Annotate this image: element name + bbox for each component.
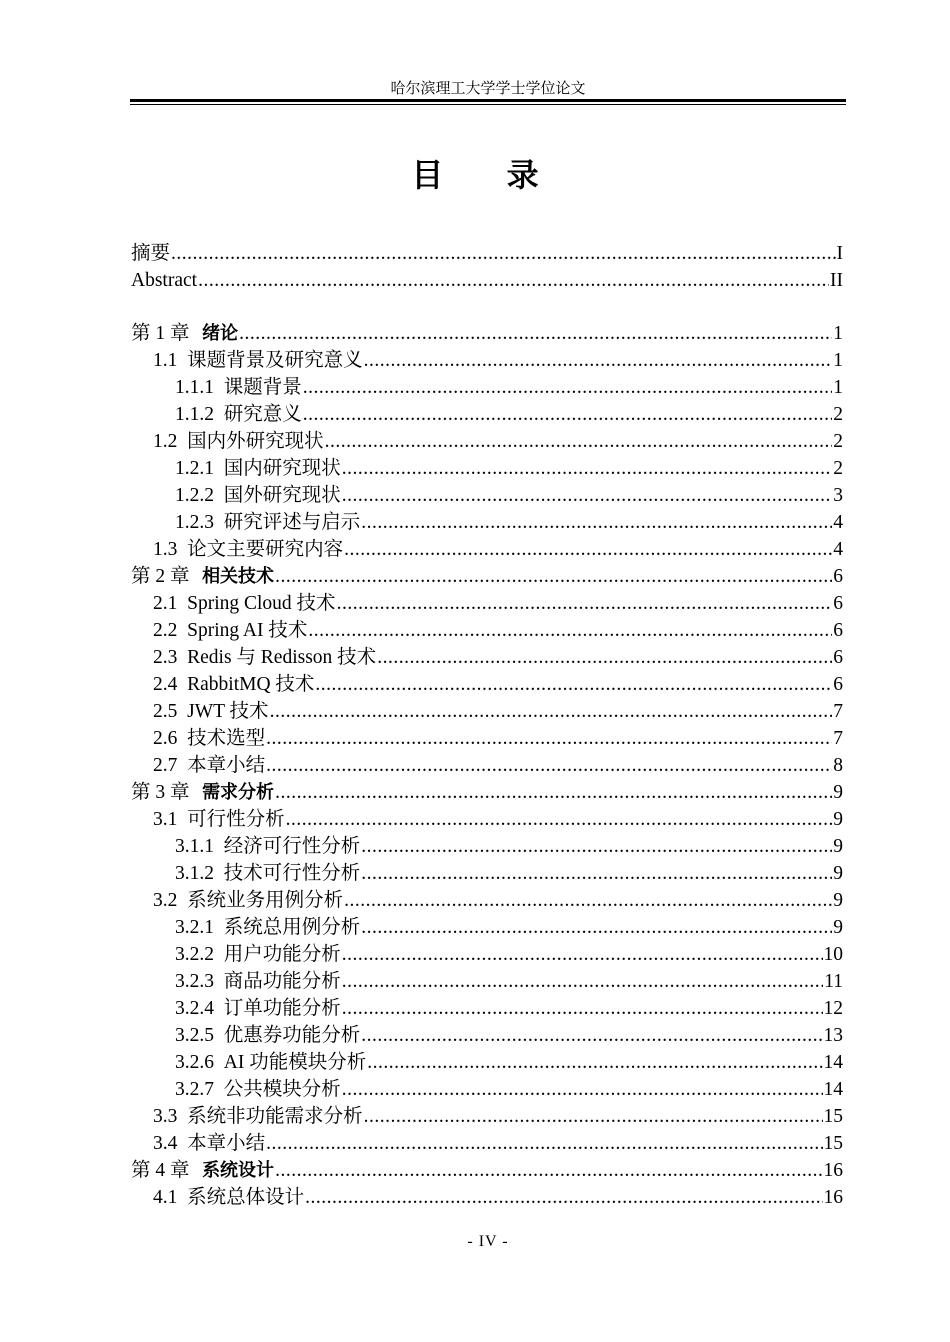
toc-entry-number: 1.2.3 <box>175 512 214 533</box>
toc-entry-page: 12 <box>823 998 843 1019</box>
toc-entry-label <box>175 860 360 887</box>
dot-leader <box>367 1049 822 1076</box>
toc-entry-number: 1.2.1 <box>175 458 214 479</box>
toc-entry-page: 1 <box>833 323 843 344</box>
toc-entry-number: 3.1 <box>153 809 178 830</box>
toc-entry-page: 4 <box>833 512 843 533</box>
toc-entry-label <box>153 347 363 374</box>
toc-entry-page: 16 <box>823 1160 843 1181</box>
toc-entry[interactable] <box>131 563 843 590</box>
toc-entry[interactable] <box>131 806 843 833</box>
toc-entry-title: Redis 与 Redisson 技术 <box>187 647 377 668</box>
toc-entry-label <box>175 1076 341 1103</box>
toc-entry-title: Spring Cloud 技术 <box>187 593 336 614</box>
toc-entry-page: 9 <box>833 890 843 911</box>
toc-entry-title: 用户功能分析 <box>223 944 341 965</box>
dot-leader <box>270 698 833 725</box>
toc-entry-title: Abstract <box>131 270 198 291</box>
toc-entry-page: 14 <box>823 1079 843 1100</box>
toc-entry[interactable] <box>131 617 843 644</box>
toc-entry-label <box>153 887 343 914</box>
toc-entry-page: 15 <box>823 1106 843 1127</box>
toc-entry-number: 3.3 <box>153 1106 178 1127</box>
toc-entry-page: 2 <box>833 431 843 452</box>
dot-leader <box>303 374 832 401</box>
toc-entry-number: 3.2.5 <box>175 1025 214 1046</box>
front-matter-list <box>131 240 843 294</box>
dot-leader <box>364 347 833 374</box>
table-of-contents <box>131 240 843 1211</box>
dot-leader <box>266 752 832 779</box>
toc-entry-label <box>175 482 341 509</box>
toc-entry[interactable] <box>131 509 843 536</box>
dot-leader <box>171 240 835 267</box>
toc-entry[interactable] <box>131 833 843 860</box>
toc-entry[interactable] <box>131 1130 843 1157</box>
toc-entry-title: 本章小结 <box>187 1133 266 1154</box>
toc-entry-title: 国内研究现状 <box>223 458 341 479</box>
toc-entry-label <box>175 455 341 482</box>
toc-entry-label <box>153 1103 363 1130</box>
toc-entry-page: 9 <box>833 836 843 857</box>
toc-entry[interactable] <box>131 455 843 482</box>
toc-entry-title: 需求分析 <box>202 782 275 803</box>
toc-entry[interactable] <box>131 860 843 887</box>
toc-entry-title: 论文主要研究内容 <box>187 539 344 560</box>
toc-entry-page: 8 <box>833 755 843 776</box>
toc-entry-number: 2.2 <box>153 620 178 641</box>
toc-entry-label <box>175 914 360 941</box>
toc-entry-number: 3.1.1 <box>175 836 214 857</box>
toc-entry[interactable] <box>131 968 843 995</box>
toc-entry-number: 1.2 <box>153 431 178 452</box>
toc-entry-page: I <box>836 243 843 264</box>
toc-entry-label <box>175 1049 366 1076</box>
toc-entry-page: 7 <box>833 728 843 749</box>
toc-entry-title: 技术选型 <box>187 728 266 749</box>
toc-entry[interactable] <box>131 1022 843 1049</box>
toc-entry-title: Spring AI 技术 <box>187 620 308 641</box>
toc-entry[interactable] <box>131 887 843 914</box>
dot-leader <box>275 1157 822 1184</box>
dot-leader <box>275 779 832 806</box>
dot-leader <box>364 1103 823 1130</box>
dot-leader <box>361 833 832 860</box>
dot-leader <box>361 914 832 941</box>
toc-entry-label <box>153 1130 265 1157</box>
page-number: - IV - <box>467 1233 509 1250</box>
toc-entry-title: AI 功能模块分析 <box>223 1052 367 1073</box>
toc-entry[interactable] <box>131 1076 843 1103</box>
toc-entry-label <box>175 968 341 995</box>
toc-entry-title: 课题背景 <box>223 377 302 398</box>
toc-entry-page: 6 <box>833 620 843 641</box>
dot-leader <box>361 509 832 536</box>
dot-leader <box>239 320 832 347</box>
toc-entry-number: 3.2.3 <box>175 971 214 992</box>
dot-leader <box>198 267 829 294</box>
toc-entries-list <box>131 320 843 1211</box>
toc-entry-label <box>153 806 285 833</box>
dot-leader <box>266 725 832 752</box>
dot-leader <box>308 617 832 644</box>
toc-title: 目 录 <box>411 156 565 194</box>
toc-entry-label <box>131 779 274 806</box>
toc-entry-number: 3.2.2 <box>175 944 214 965</box>
toc-entry-title: 相关技术 <box>202 566 275 587</box>
dot-leader <box>342 941 823 968</box>
toc-entry-title: 订单功能分析 <box>223 998 341 1019</box>
toc-entry-label <box>175 401 302 428</box>
toc-entry-title: 绪论 <box>202 323 239 344</box>
toc-entry-number: 1.3 <box>153 539 178 560</box>
header-rule-thick <box>130 99 846 102</box>
toc-entry-title: 可行性分析 <box>187 809 285 830</box>
running-header: 哈尔滨理工大学学士学位论文 <box>390 81 586 97</box>
toc-entry-page: 2 <box>833 404 843 425</box>
toc-entry[interactable] <box>131 698 843 725</box>
toc-entry-page: 4 <box>833 539 843 560</box>
toc-entry-number: 3.2 <box>153 890 178 911</box>
toc-entry-label <box>175 509 360 536</box>
toc-entry-title: JWT 技术 <box>187 701 269 722</box>
toc-entry-number: 3.4 <box>153 1133 178 1154</box>
toc-entry-page: 6 <box>833 566 843 587</box>
dot-leader <box>315 671 832 698</box>
toc-entry[interactable] <box>131 1049 843 1076</box>
toc-entry[interactable] <box>131 240 843 267</box>
toc-entry-page: 9 <box>833 782 843 803</box>
toc-entry-number: 1.1.2 <box>175 404 214 425</box>
dot-leader <box>342 1076 823 1103</box>
toc-entry-number: 2.1 <box>153 593 178 614</box>
toc-entry-number: 4.1 <box>153 1187 178 1208</box>
toc-entry[interactable] <box>131 1103 843 1130</box>
toc-entry-number: 2.5 <box>153 701 178 722</box>
toc-entry-title: 课题背景及研究意义 <box>187 350 363 371</box>
toc-entry-title: 技术可行性分析 <box>223 863 361 884</box>
toc-entry-number: 第 4 章 <box>131 1160 190 1181</box>
toc-entry-page: 14 <box>823 1052 843 1073</box>
dot-leader <box>266 1130 822 1157</box>
toc-entry-page: 9 <box>833 917 843 938</box>
toc-entry-number: 1.1 <box>153 350 178 371</box>
toc-entry-page: 9 <box>833 809 843 830</box>
toc-entry-number: 3.2.1 <box>175 917 214 938</box>
toc-entry-title: 国外研究现状 <box>223 485 341 506</box>
toc-entry-page: 7 <box>833 701 843 722</box>
toc-entry-title: 研究评述与启示 <box>223 512 361 533</box>
toc-entry-title: 系统非功能需求分析 <box>187 1106 363 1127</box>
toc-entry-label <box>153 752 265 779</box>
toc-entry-page: 6 <box>833 593 843 614</box>
toc-entry-title: 优惠券功能分析 <box>223 1025 361 1046</box>
toc-entry-label <box>153 428 324 455</box>
dot-leader <box>303 401 832 428</box>
toc-entry-number: 2.6 <box>153 728 178 749</box>
toc-entry-title: 摘要 <box>131 243 171 264</box>
dot-leader <box>377 644 832 671</box>
toc-entry-title: 本章小结 <box>187 755 266 776</box>
toc-entry-label <box>153 617 307 644</box>
toc-entry-label <box>131 320 238 347</box>
toc-entry-number: 3.1.2 <box>175 863 214 884</box>
dot-leader <box>275 563 832 590</box>
toc-entry-page: II <box>830 270 843 291</box>
dot-leader <box>344 536 832 563</box>
toc-entry-label <box>131 563 274 590</box>
toc-entry[interactable] <box>131 914 843 941</box>
toc-entry-page: 2 <box>833 458 843 479</box>
toc-entry-number: 第 1 章 <box>131 323 190 344</box>
dot-leader <box>342 995 823 1022</box>
dot-leader <box>305 1184 822 1211</box>
toc-entry-label <box>153 590 336 617</box>
dot-leader <box>286 806 833 833</box>
toc-entry-page: 6 <box>833 674 843 695</box>
toc-entry[interactable] <box>131 347 843 374</box>
toc-entry-page: 9 <box>833 863 843 884</box>
toc-entry-title: 系统总体设计 <box>187 1187 305 1208</box>
dot-leader <box>344 887 832 914</box>
toc-entry-title: RabbitMQ 技术 <box>187 674 315 695</box>
toc-entry[interactable] <box>131 320 843 347</box>
toc-entry-number: 2.7 <box>153 755 178 776</box>
dot-leader <box>342 455 832 482</box>
toc-entry-label <box>175 374 302 401</box>
toc-entry-page: 13 <box>823 1025 843 1046</box>
toc-entry-label <box>153 644 376 671</box>
toc-entry[interactable] <box>131 428 843 455</box>
toc-entry-number: 第 2 章 <box>131 566 190 587</box>
toc-entry-label <box>153 698 269 725</box>
dot-leader <box>337 590 833 617</box>
toc-entry[interactable] <box>131 779 843 806</box>
toc-entry-page: 1 <box>833 377 843 398</box>
toc-entry[interactable] <box>131 590 843 617</box>
dot-leader <box>342 482 832 509</box>
header-rule-thin <box>130 104 846 105</box>
toc-gap <box>131 294 843 320</box>
dot-leader <box>325 428 833 455</box>
toc-entry-page: 16 <box>823 1187 843 1208</box>
toc-entry-page: 11 <box>824 971 843 992</box>
toc-entry-title: 系统设计 <box>202 1160 275 1181</box>
toc-entry-label <box>131 240 170 267</box>
toc-entry[interactable] <box>131 482 843 509</box>
toc-entry-title: 经济可行性分析 <box>223 836 361 857</box>
toc-entry-title: 研究意义 <box>223 404 302 425</box>
toc-entry-title: 商品功能分析 <box>223 971 341 992</box>
toc-entry[interactable] <box>131 1157 843 1184</box>
toc-entry-label <box>153 1184 304 1211</box>
toc-entry-page: 10 <box>823 944 843 965</box>
toc-entry-title: 国内外研究现状 <box>187 431 324 452</box>
toc-entry-label <box>153 725 265 752</box>
toc-entry[interactable] <box>131 725 843 752</box>
toc-entry-label <box>131 1157 274 1184</box>
toc-entry[interactable] <box>131 374 843 401</box>
toc-entry-title: 系统总用例分析 <box>223 917 361 938</box>
dot-leader <box>342 968 823 995</box>
toc-entry[interactable] <box>131 1184 843 1211</box>
toc-entry[interactable] <box>131 671 843 698</box>
toc-entry[interactable] <box>131 644 843 671</box>
toc-entry-number: 2.4 <box>153 674 178 695</box>
toc-entry-label <box>153 536 343 563</box>
toc-entry-page: 1 <box>833 350 843 371</box>
toc-entry-label <box>153 671 314 698</box>
toc-entry-title: 公共模块分析 <box>223 1079 341 1100</box>
dot-leader <box>361 1022 822 1049</box>
toc-entry-number: 2.3 <box>153 647 178 668</box>
toc-entry[interactable] <box>131 995 843 1022</box>
toc-entry[interactable] <box>131 401 843 428</box>
toc-entry-page: 6 <box>833 647 843 668</box>
toc-entry-label <box>175 995 341 1022</box>
toc-entry[interactable] <box>131 752 843 779</box>
toc-entry-page: 15 <box>823 1133 843 1154</box>
toc-entry[interactable] <box>131 267 843 294</box>
toc-entry-number: 1.2.2 <box>175 485 214 506</box>
toc-entry-number: 第 3 章 <box>131 782 190 803</box>
dot-leader <box>361 860 832 887</box>
toc-entry[interactable] <box>131 941 843 968</box>
toc-entry-label <box>175 941 341 968</box>
toc-entry-label <box>131 267 197 294</box>
toc-entry-page: 3 <box>833 485 843 506</box>
toc-entry[interactable] <box>131 536 843 563</box>
toc-entry-number: 3.2.7 <box>175 1079 214 1100</box>
toc-entry-number: 3.2.4 <box>175 998 214 1019</box>
toc-entry-label <box>175 1022 360 1049</box>
toc-entry-label <box>175 833 360 860</box>
toc-entry-number: 1.1.1 <box>175 377 214 398</box>
toc-entry-title: 系统业务用例分析 <box>187 890 344 911</box>
toc-entry-number: 3.2.6 <box>175 1052 214 1073</box>
